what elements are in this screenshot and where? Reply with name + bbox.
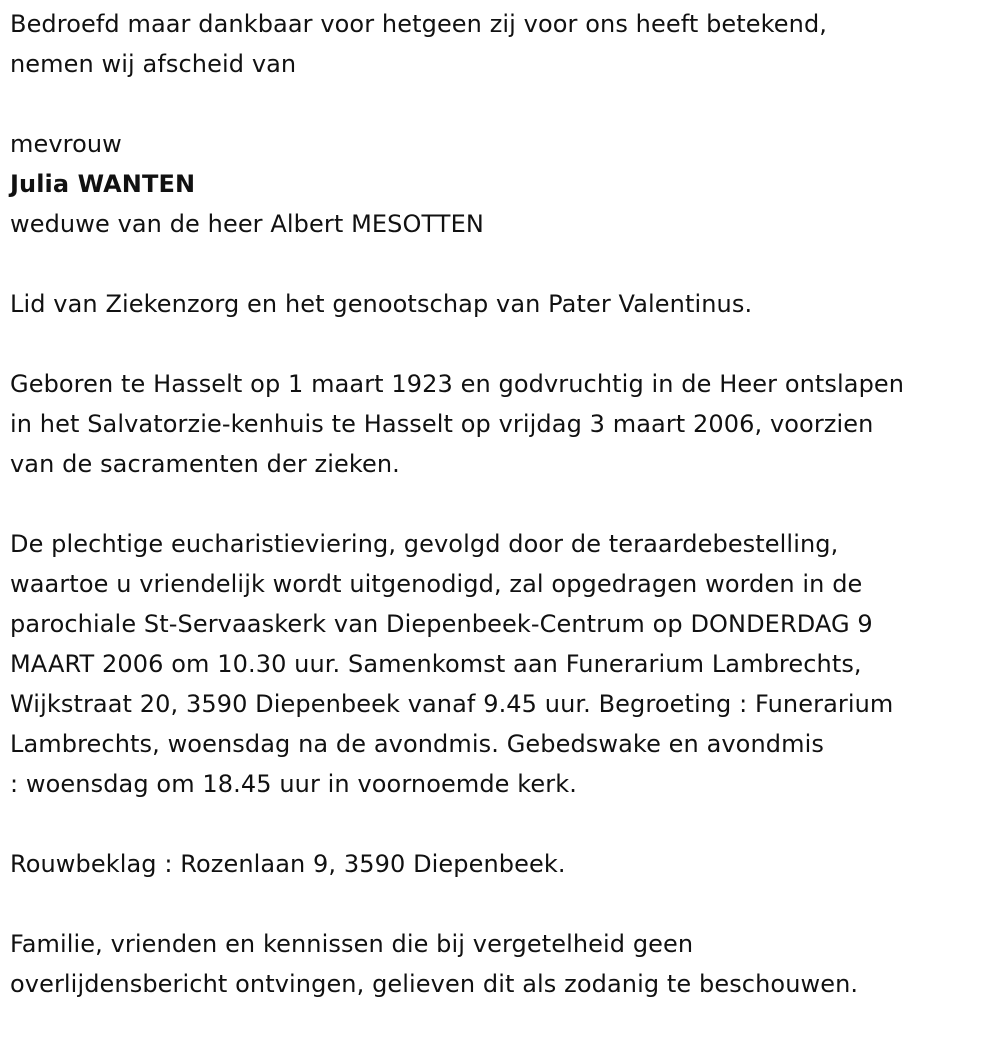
deceased-relation: weduwe van de heer Albert MESOTTEN	[10, 210, 484, 238]
intro-line: nemen wij afscheid van	[10, 50, 297, 78]
ceremony-paragraph	[10, 524, 995, 804]
ceremony-line: Lambrechts, woensdag na de avondmis. Gebedswake en avondmis	[10, 730, 824, 758]
spacer	[10, 804, 995, 844]
birth-death-line: in het Salvatorzie-kenhuis te Hasselt op vrijdag 3 maart 2006, voorzien	[10, 410, 874, 438]
birth-death-line: van de sacramenten der zieken.	[10, 450, 400, 478]
spacer	[10, 484, 995, 524]
closing-line: overlijdensbericht ontvingen, gelieven dit als zodanig te beschouwen.	[10, 970, 859, 998]
membership-paragraph: Lid van Ziekenzorg en het genootschap van Pater Valentinus.	[10, 290, 753, 318]
ceremony-line: : woensdag om 18.45 uur in voornoemde kerk.	[10, 770, 577, 798]
intro-paragraph	[10, 4, 995, 84]
closing-paragraph	[10, 924, 995, 1004]
deceased-title: mevrouw	[10, 130, 122, 158]
spacer	[10, 324, 995, 364]
ceremony-line: parochiale St-Servaaskerk van Diepenbeek-Centrum op DONDERDAG 9	[10, 610, 873, 638]
intro-line: Bedroefd maar dankbaar voor hetgeen zij voor ons heeft betekend,	[10, 10, 828, 38]
spacer	[10, 84, 995, 124]
birth-death-line: Geboren te Hasselt op 1 maart 1923 en godvruchtig in de Heer ontslapen	[10, 370, 905, 398]
condolence-paragraph: Rouwbeklag : Rozenlaan 9, 3590 Diepenbeek.	[10, 850, 566, 878]
deceased-name: Julia WANTEN	[10, 170, 196, 198]
ceremony-line: Wijkstraat 20, 3590 Diepenbeek vanaf 9.45 uur. Begroeting : Funerarium	[10, 690, 894, 718]
deceased-block	[10, 124, 995, 244]
obituary-document	[10, 4, 995, 1004]
birth-death-paragraph	[10, 364, 995, 484]
closing-line: Familie, vrienden en kennissen die bij vergetelheid geen	[10, 930, 694, 958]
spacer	[10, 884, 995, 924]
spacer	[10, 244, 995, 284]
ceremony-line: MAART 2006 om 10.30 uur. Samenkomst aan Funerarium Lambrechts,	[10, 650, 862, 678]
ceremony-line: De plechtige eucharistieviering, gevolgd door de teraardebestelling,	[10, 530, 839, 558]
ceremony-line: waartoe u vriendelijk wordt uitgenodigd, zal opgedragen worden in de	[10, 570, 863, 598]
